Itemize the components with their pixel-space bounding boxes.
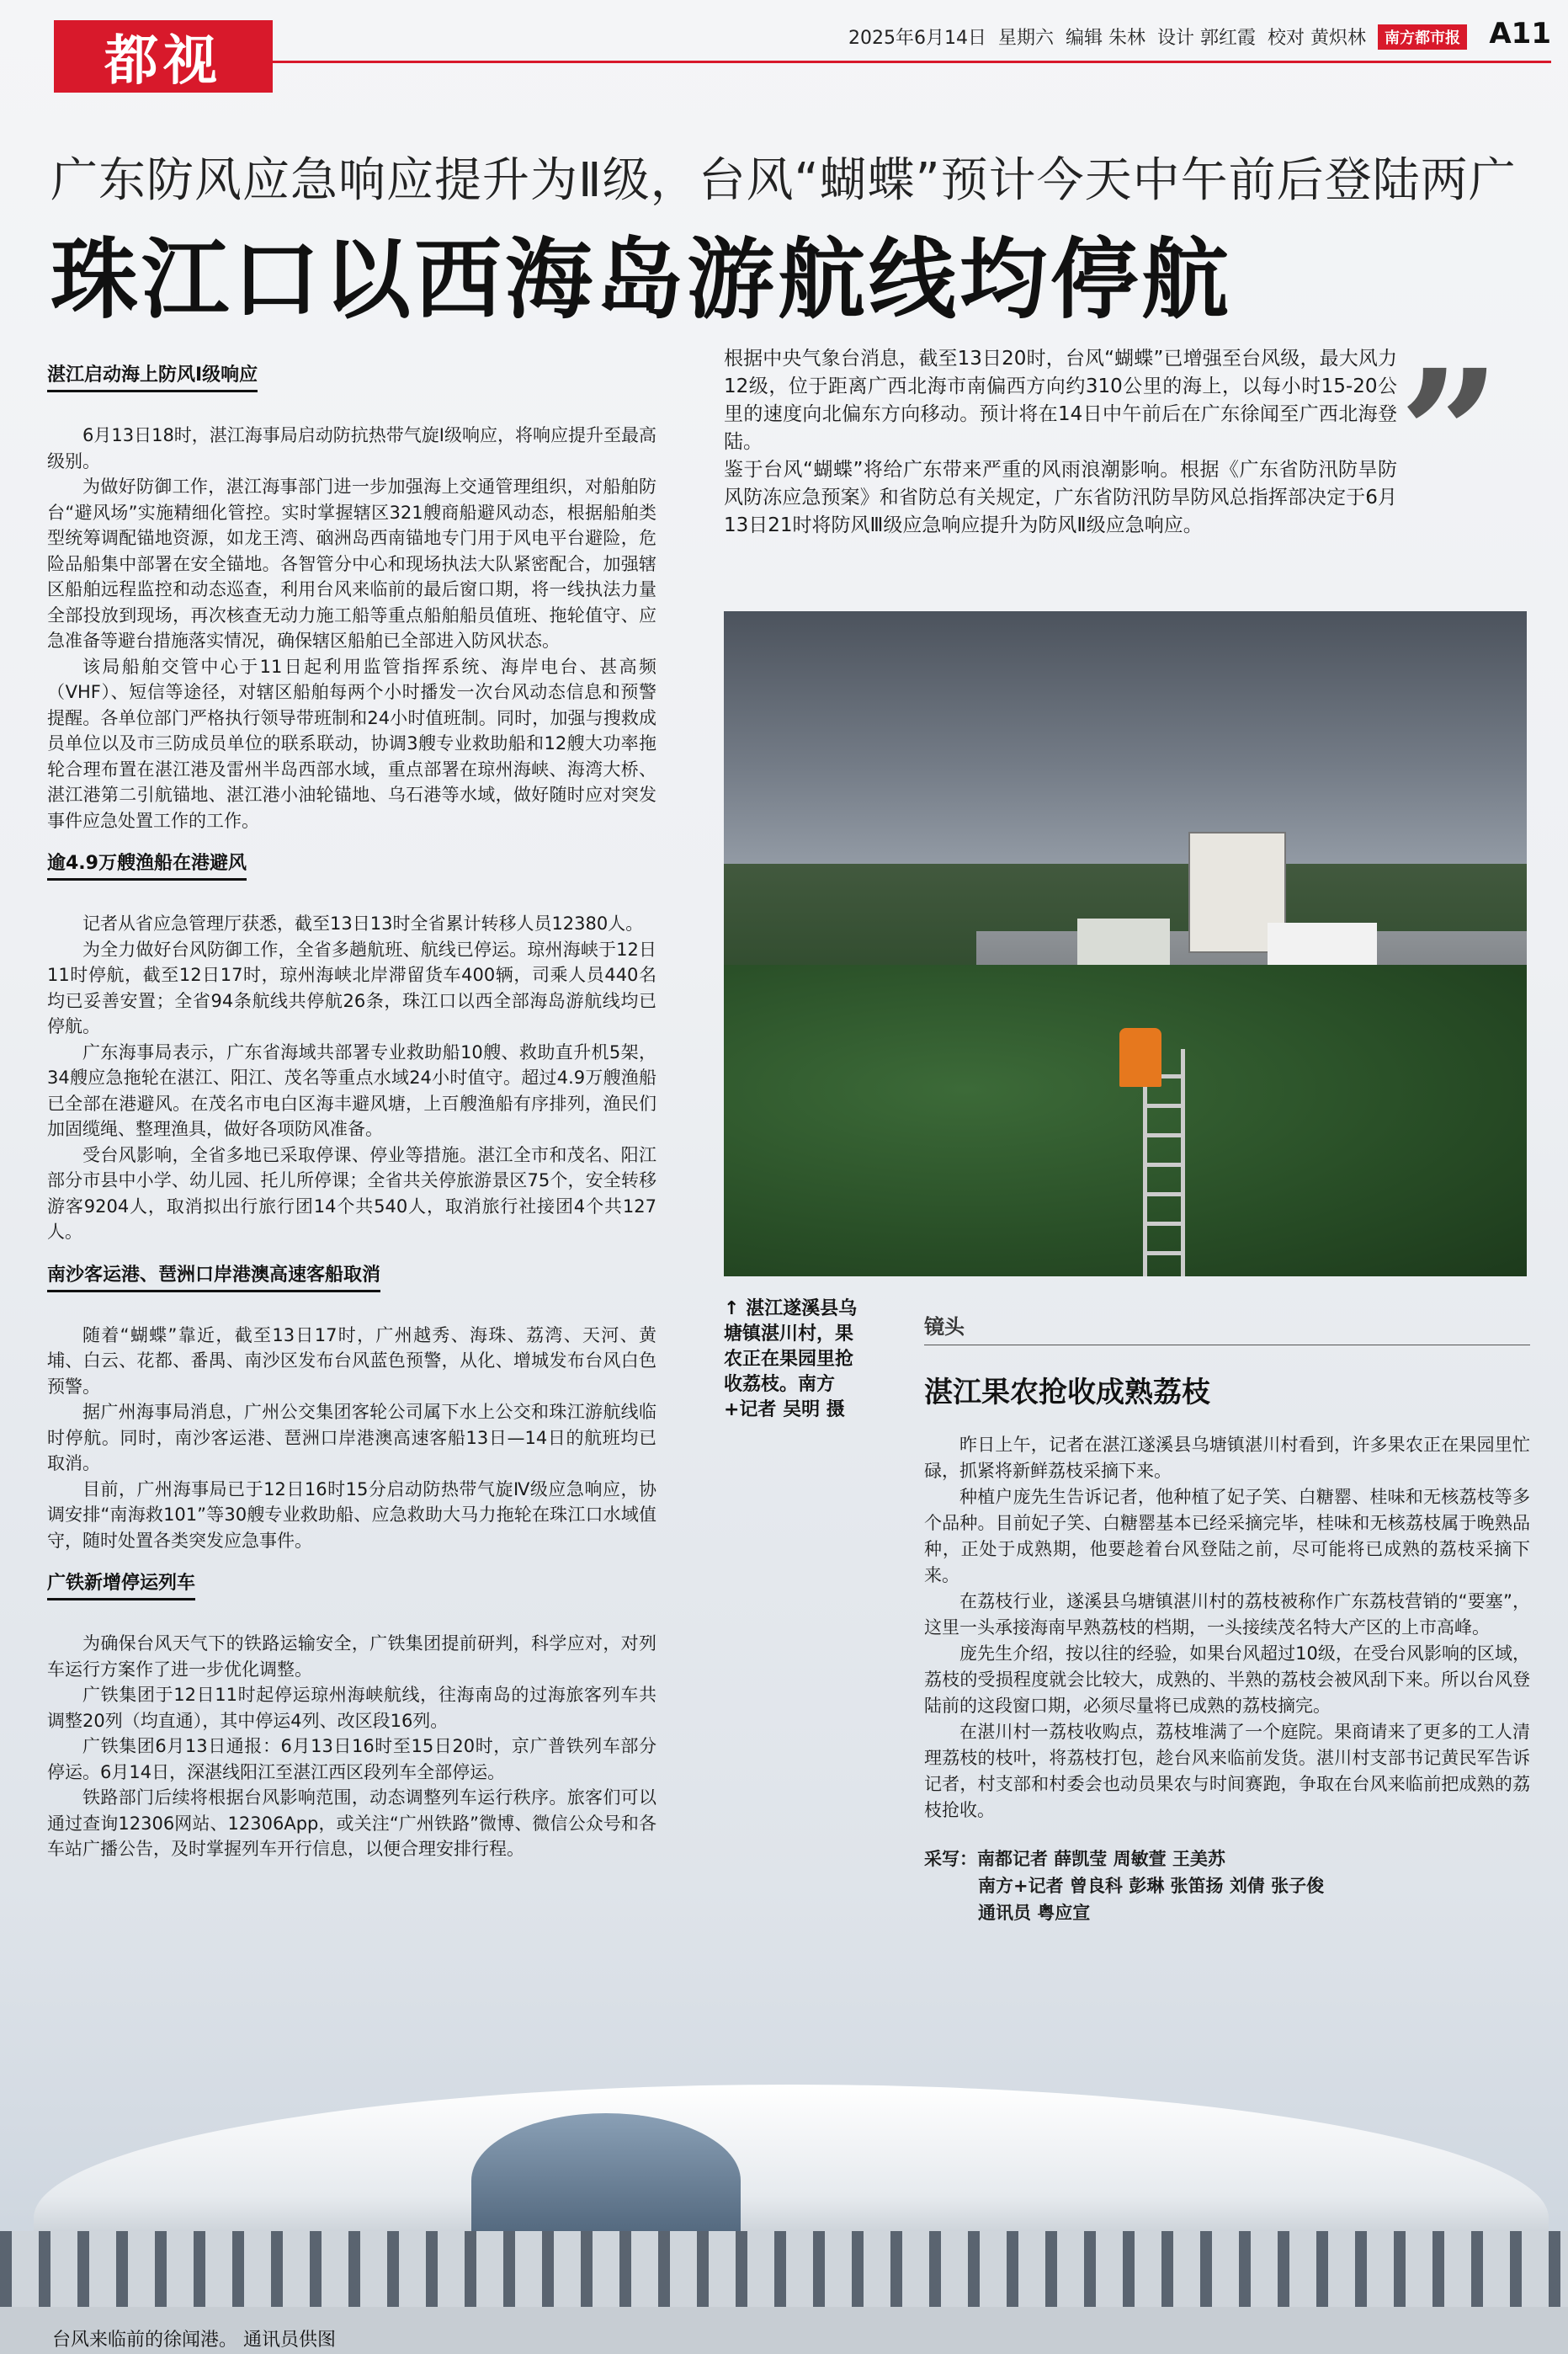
credit-line: 采写：南都记者 薛凯莹 周敏萱 王美苏 <box>924 1849 1225 1869</box>
intro-block <box>724 345 1397 540</box>
intro-paragraph: 鉴于台风“蝴蝶”将给广东带来严重的风雨浪潮影响。根据《广东省防汛防旱防风防冻应急预案》和省防总有关规定，广东省防汛防旱防风总指挥部决定于6月13日21时将防风Ⅲ级应急响应提升为防风Ⅱ级应急响应。 <box>724 459 1397 536</box>
intro-paragraph: 根据中央气象台消息，截至13日20时，台风“蝴蝶”已增强至台风级，最大风力12级，位于距离广西北海市南偏西方向约310公里的海上，以每小时15-20公里的速度向北偏东方向移动。预计将在14日中午前后在广东徐闻至广西北海登陆。 <box>724 348 1397 453</box>
photo-farmer <box>1119 1028 1161 1087</box>
section-nansha <box>47 1245 656 1554</box>
issue-date: 2025年6月14日 <box>848 28 986 49</box>
section-yuchuan <box>47 833 656 1245</box>
section-haishang <box>47 345 656 833</box>
credit-line: 南方+记者 曾良科 彭琳 张笛扬 刘倩 张子俊 <box>978 1876 1325 1896</box>
paragraph: 庞先生介绍，按以往的经验，如果台风超过10级，在受台风影响的区域，荔枝的受损程度就会比较大，成熟的、半熟的荔枝会被风刮下来。所以台风登陆前的这段窗口期，必须尽量将已成熟的荔枝摘完。 <box>924 1643 1530 1716</box>
paragraph: 种植户庞先生告诉记者，他种植了妃子笑、白糖罂、桂味和无核荔枝等多个品种。目前妃子笑、白糖罂基本已经采摘完毕，桂味和无核荔枝属于晚熟品种，正处于成熟期，他要趁着台风登陆之前，尽可能将已成熟的荔枝采摘下来。 <box>924 1487 1530 1585</box>
page-number: A11 <box>1489 17 1551 51</box>
lychee-orchard-photo <box>724 611 1527 1276</box>
xuwen-port-photo <box>0 2054 1568 2354</box>
paragraph: 6月13日18时，湛江海事局启动防抗热带气旋I级响应，将响应提升至最高级别。 <box>47 425 656 471</box>
jingtou-label: 镜头 <box>924 1310 1530 1345</box>
quote-mark-icon: ” <box>1399 331 1501 539</box>
masthead-meta <box>848 24 1467 50</box>
paragraph: 为全力做好台风防御工作，全省多趟航班、航线已停运。琼州海峡于12日11时停航，截至12日17时，琼州海峡北岸滞留货车400辆，司乘人员440名均已妥善安置；全省94条航线共停航26条，珠江口以西全部海岛游航线均已停航。 <box>47 939 656 1036</box>
paragraph: 随着“蝴蝶”靠近，截至13日17时，广州越秀、海珠、荔湾、天河、黄埔、白云、花都、番禺、南沙区发布台风蓝色预警，从化、增城发布台风白色预警。 <box>47 1324 656 1397</box>
paragraph: 广铁集团6月13日通报：6月13日16时至15日20时，京广普铁列车部分停运。6月14日，深湛线阳江至湛江西区段列车全部停运。 <box>47 1736 656 1782</box>
paragraph: 为确保台风天气下的铁路运输安全，广铁集团提前研判，科学应对，对列车运行方案作了进一步优化调整。 <box>47 1633 656 1680</box>
paragraph: 记者从省应急管理厅获悉，截至13日13时全省累计转移人员12380人。 <box>82 913 644 934</box>
paragraph: 该局船舶交管中心于11日起利用监管指挥系统、海岸电台、甚高频（VHF）、短信等途径，对辖区船舶每两个小时播发一次台风动态信息和预警提醒。各单位部门严格执行领导带班制和24小时值班制。同时，加强与搜救成员单位以及市三防成员单位的联系联动，协调3艘专业救助船和12艘大功率拖轮合理布置在湛江港及雷州半岛西部水域，重点部署在琼州海峡、海湾大桥、湛江港第二引航锚地、湛江港小油轮锚地、乌石港等水域，做好随时应对突发事件应急处置工作的工作。 <box>47 656 656 831</box>
paragraph: 在荔枝行业，遂溪县乌塘镇湛川村的荔枝被称作广东荔枝营销的“要塞”，这里一头承接海南早熟荔枝的档期，一头接续茂名特大产区的上市高峰。 <box>924 1591 1530 1638</box>
designer-credit: 设计 郭红霞 <box>1157 28 1256 49</box>
photo-sky <box>724 611 1527 889</box>
port-pier <box>0 2231 1568 2315</box>
paragraph: 铁路部门后续将根据台风影响范围，动态调整列车运行秩序。旅客们可以通过查询12306网站、12306App，或关注“广州铁路”微博、微信公众号和各车站广播公告，及时掌握列车开行信息，以便合理安排行程。 <box>47 1787 656 1859</box>
port-terminal-glass <box>471 2113 741 2248</box>
paragraph: 为做好防御工作，湛江海事部门进一步加强海上交通管理组织，对船舶防台“避风场”实施精细化管控。实时掌握辖区321艘商船避风动态，根据船舶类型统筹调配锚地资源，如龙王湾、硇洲岛西南锚地专门用于风电平台避险，危险品船集中部署在安全锚地。各智管分中心和现场执法大队紧密配合，加强辖区船舶远程监控和动态巡查，利用台风来临前的最后窗口期，将一线执法力量全部投放到现场，再次核查无动力施工船等重点船舶船员值班、拖轮值守、应急准备等避台措施落实情况，确保辖区船舶已全部进入防风状态。 <box>47 477 656 651</box>
paragraph: 受台风影响，全省多地已采取停课、停业等措施。湛江全市和茂名、阳江部分市县中小学、幼儿园、托儿所停课；全省共关停旅游景区75个，安全转移游客9204人，取消拟出行旅行团14个共540人，取消旅行社接团4个共127人。 <box>47 1144 656 1242</box>
section-tag: 都视 <box>54 20 273 93</box>
left-column <box>47 345 656 1862</box>
port-terminal-roof <box>34 2085 1549 2245</box>
section-title: 南沙客运港、琶洲口岸港澳高速客船取消 <box>47 1260 380 1292</box>
credit-line: 通讯员 粤应宣 <box>978 1903 1091 1923</box>
photo-orchard <box>724 965 1527 1276</box>
section-title: 广铁新增停运列车 <box>47 1568 195 1600</box>
paragraph: 广东海事局表示，广东省海域共部署专业救助船10艘、救助直升机5架，34艘应急拖轮在湛江、阳江、茂名等重点水域24小时值守。超过4.9万艘渔船已全部在港避风。在茂名市电白区海丰避风塘，上百艘渔船有序排列，渔民们加固缆绳、整理渔具，做好各项防风准备。 <box>47 1041 656 1139</box>
jingtou-section <box>924 1310 1530 1926</box>
section-guangtie <box>47 1553 656 1862</box>
paragraph: 在湛川村一荔枝收购点，荔枝堆满了一个庭院。果商请来了更多的工人清理荔枝的枝叶，将荔枝打包，趁台风来临前发货。湛川村支部书记黄民军告诉记者，村支部和村委会也动员果农与时间赛跑，争取在台风来临前把成熟的荔枝抢收。 <box>924 1722 1530 1820</box>
port-photo-caption: 台风来临前的徐闻港。 通讯员供图 <box>52 2330 336 2351</box>
proofreader-credit: 校对 黄炽林 <box>1268 28 1366 49</box>
article-subhead: 广东防风应急响应提升为Ⅱ级，台风“蝴蝶”预计今天中午前后登陆两广 <box>50 153 1517 208</box>
photo-truck <box>1077 919 1170 969</box>
newspaper-logo: 南方都市报 <box>1378 24 1467 50</box>
section-title: 逾4.9万艘渔船在港避风 <box>47 849 247 881</box>
section-title: 湛江启动海上防风I级响应 <box>47 360 258 392</box>
paragraph: 昨日上午，记者在湛江遂溪县乌塘镇湛川村看到，许多果农正在果园里忙碌，抓紧将新鲜荔枝采摘下来。 <box>924 1435 1530 1481</box>
editor-credit: 编辑 朱林 <box>1066 28 1145 49</box>
jingtou-title: 湛江果农抢收成熟荔枝 <box>924 1376 1210 1409</box>
issue-weekday: 星期六 <box>997 28 1054 49</box>
reporter-credits <box>924 1845 1530 1926</box>
article-headline: 珠江口以西海岛游航线均停航 <box>50 228 1233 331</box>
header-rule <box>54 61 1551 63</box>
paragraph: 据广州海事局消息，广州公交集团客轮公司属下水上公交和珠江游航线临时停航。同时，南沙客运港、琶洲口岸港澳高速客船13日—14日的航班均已取消。 <box>47 1402 656 1473</box>
paragraph: 广铁集团于12日11时起停运琼州海峡航线，往海南岛的过海旅客列车共调整20列（均直通），其中停运4列、改区段16列。 <box>47 1685 656 1731</box>
paragraph: 目前，广州海事局已于12日16时15分启动防热带气旋Ⅳ级应急响应，协调安排“南海救101”等30艘专业救助船、应急救助大马力拖轮在珠江口水域值守，随时处置各类突发应急事件。 <box>47 1478 656 1551</box>
photo-caption: ↑ 湛江遂溪县乌塘镇湛川村，果农正在果园里抢收荔枝。南方+记者 吴明 摄 <box>724 1298 858 1420</box>
